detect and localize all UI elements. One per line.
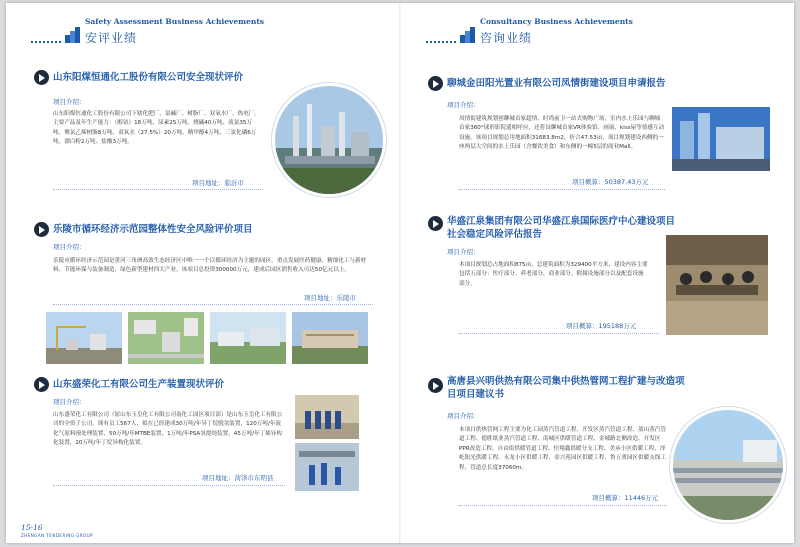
pipeline-photo (670, 407, 786, 523)
right-header-chinese: 咨询业绩 (480, 31, 533, 45)
project-budget: 项目概算：195188万元 (566, 322, 637, 330)
play-icon (428, 378, 443, 393)
project-intro-label: 项目介绍： (53, 243, 86, 251)
chemical-plant-photo (272, 83, 386, 197)
project-description: 本项目供热管网工程主要为化工园蒸汽管道工程、开发区蒸汽管道工程、蓝山蒸汽管道工程、德胜纸业蒸汽管道工程、南城区供暖管道工程、金城路北侧改造、开发区PPR改造工程、自由街供暖管道工程、恒翔鑫供暖分支工程、美承小区供暖工程、泽屹阳光供暖工程、永龙小区供暖工程、金兴苑园区供暖工程、鲁五重园区供暖支线工程。管道总长度37060m。 (459, 427, 666, 471)
industrial-park-photo (210, 312, 286, 364)
left-header-chinese: 安评业绩 (85, 31, 138, 45)
workers-photo (295, 443, 359, 491)
project-intro-label: 项目介绍： (53, 398, 86, 406)
project-title: 华盛江泉集团有限公司华盛江泉国际医疗中心建设项目社会稳定风险评估报告 (447, 216, 676, 240)
project-intro-label: 项目介绍： (447, 101, 480, 109)
play-icon (428, 76, 443, 91)
project-address: 项目地址：菏泽市东明县 (202, 474, 274, 482)
aerial-plan-photo (128, 312, 204, 364)
divider (53, 304, 373, 305)
project-title: 山东盛荣化工有限公司生产装置现状评价 (53, 379, 225, 390)
project-title: 高唐县兴明供热有限公司集中供热管网工程扩建与改造项目项目建议书 (447, 376, 685, 400)
brochure-spread (6, 3, 794, 543)
project-title: 聊城金田阳光置业有限公司凤情街建设项目申请报告 (447, 78, 666, 89)
divider (459, 333, 659, 334)
divider (53, 189, 263, 190)
commercial-complex-photo (672, 107, 770, 171)
facility-photo (292, 312, 368, 364)
project-description: 乐陵市循环经济示范园是黄河三角洲高效生态经济区中唯一一个以循环经济为主题的园区，重点发展医药健康、精细化工与新材料、节能环保与装备制造、绿色新型建材四大产业。该项目总投资300000万元，建成后园区销售收入可达50亿元以上。 (53, 258, 367, 274)
project-title: 乐陵市循环经济示范园整体性安全风险评价项目 (53, 224, 253, 235)
project-address: 项目地址：临沂市 (192, 179, 244, 187)
project-description: 山东阳煤恒通化工股份有限公司下辖化肥厂、氯碱厂、树脂厂、双氧水厂、热电厂。主要产品及年生产能力：（醇氨）18万吨、尿素25万吨、烧碱40万吨、液氯35万吨、聚氯乙烯树脂8万吨、双氧水（27.5%）20万吨、精甲醇4万吨、三氯化磷6万吨、漂白粉2万吨、盐酸3万吨。 (53, 111, 260, 146)
project-budget: 项目概算：11446万元 (592, 494, 659, 502)
project-description: 本项目规划总占地面积875亩，总建筑面积为329400平方米，建设内容主要包括五部分：医疗部分、养老部分、商业部分、附属设施部分以及配套设施部分。 (459, 262, 648, 287)
divider (53, 485, 285, 486)
project-address: 项目地址：乐陵市 (304, 294, 356, 302)
play-icon (34, 222, 49, 237)
left-header-english: Safety Assessment Business Achievements (85, 17, 265, 26)
page-gutter (399, 3, 401, 543)
left-page-header (31, 17, 331, 53)
folio-company: ZHENGAN TENDERING GROUP (21, 533, 94, 538)
right-header-english: Consultancy Business Achievements (480, 17, 633, 26)
project-description: 凤情街建筑规划创聊城首家超情、时尚前卫一站式购物广场，室内水上乐园与聊城首家360°球形影院遥相呼应，还将设聊城首家VR体验馆、画展、kiss屋等情感互动设施。该项目规划总用地面积31683.8m2，折合47.53亩，项目规划建设西侧的一座两层大空间的水上乐园（含餐饮美食）和东侧的一幢5层的商业Mall。 (459, 116, 665, 151)
project-budget: 项目概算：50387.43万元 (572, 178, 649, 186)
project-intro-label: 项目介绍： (53, 98, 86, 106)
play-icon (34, 70, 49, 85)
company-logo-icon (460, 25, 476, 43)
construction-site-photo (46, 312, 122, 364)
play-icon (34, 377, 49, 392)
right-page-header (426, 17, 756, 53)
header-dotted-rule (426, 41, 456, 43)
project-description: 山东盛荣化工有限公司（原山东玉皇化工有限公司南化工园区项目部）是山东玉皇化工有限公司的全资子公司，现有员工567人，拟在已经建成30万吨/年异丁烷脱氢装置，120万吨/年液化气原料预处理装置，50万吨/年MTBE装置，1万吨/年PSA氢提纯装置，45万吨/年丁烯异构化装置，20万吨/年丁烷异构化装置。 (53, 412, 283, 447)
divider (459, 505, 667, 506)
project-title: 山东阳煤恒通化工股份有限公司安全现状评价 (53, 72, 244, 83)
play-icon (428, 216, 443, 231)
project-intro-label: 项目介绍： (447, 412, 480, 420)
project-intro-label: 项目介绍： (447, 248, 480, 256)
company-logo-icon (65, 25, 81, 43)
divider (459, 189, 665, 190)
header-dotted-rule (31, 41, 61, 43)
meeting-photo (666, 235, 768, 335)
page-numbers: 15-16 (21, 523, 43, 532)
team-photo (295, 395, 359, 439)
